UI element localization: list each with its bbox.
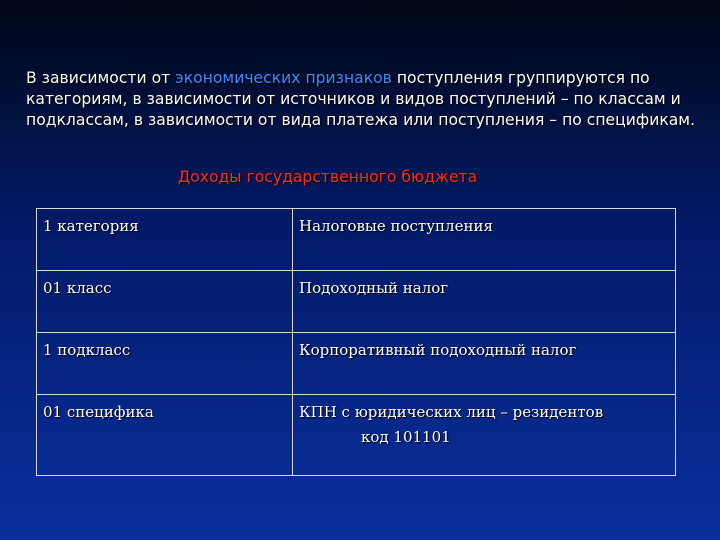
intro-text-start: В зависимости от — [26, 68, 176, 87]
row-level-class: 01 класс — [37, 271, 293, 333]
row-value-specific: КПН с юридических лиц – резидентов — [299, 403, 604, 421]
table-row — [37, 395, 676, 476]
row-value-class: Подоходный налог — [293, 271, 676, 333]
row-level-specific: 01 специфика — [37, 395, 293, 476]
row-value-specific-code: код 101101 — [361, 428, 451, 446]
table-row — [37, 271, 676, 333]
intro-text-end: поступления группируются по категориям, в зависимости от источников и видов поступлений – по классам и подклассам, в зависимости от вида платежа или поступления – по спецификам. — [26, 68, 696, 129]
row-level-category: 1 категория — [37, 209, 293, 271]
table-title: Доходы государственного бюджета — [178, 168, 478, 186]
row-value-category: Налоговые поступления — [293, 209, 676, 271]
table-row — [37, 333, 676, 395]
row-value-subclass: Корпоративный подоходный налог — [293, 333, 676, 395]
row-level-subclass: 1 подкласс — [37, 333, 293, 395]
table-row — [37, 209, 676, 271]
budget-classification-table — [36, 208, 676, 476]
row-value-specific-cell — [293, 395, 676, 476]
intro-paragraph — [26, 68, 706, 131]
intro-highlight: экономических признаков — [175, 68, 392, 87]
